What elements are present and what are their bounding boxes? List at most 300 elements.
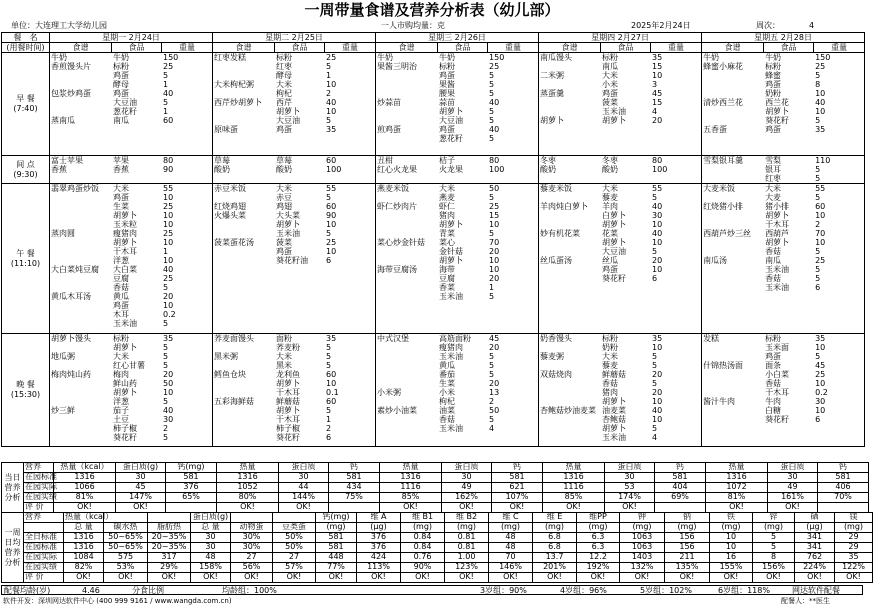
weight-cell: 25 [163, 274, 174, 283]
weekly-value: OK! [148, 573, 191, 583]
meal-item-row [702, 406, 865, 415]
meal-item-row [50, 415, 213, 424]
weekly-value: OK! [577, 573, 620, 583]
menu-sheet [1, 1, 863, 607]
meal-item-row [376, 184, 539, 193]
dish-cell [376, 283, 438, 292]
ingredient-cell: 杏鲍菇 [602, 415, 627, 424]
meal-items [539, 53, 702, 125]
weekly-value: 总 量 [191, 523, 231, 533]
dish-cell: 翡翠鸡蛋炒饭 [51, 184, 99, 193]
weekly-value: 1084 [64, 553, 104, 563]
column-header-ingredient: 食品 [601, 43, 651, 53]
dish-cell [50, 379, 112, 388]
meal-day-cell [376, 334, 539, 447]
daily-value [818, 503, 869, 513]
weight-cell: 20 [163, 292, 174, 301]
dish-cell [376, 415, 438, 424]
weight-cell: 1 [163, 80, 169, 89]
meal-item-row [539, 229, 702, 238]
meal-item-row [702, 71, 865, 80]
ingredient-cell: 胡萝卜 [765, 107, 790, 116]
daily-row-label: 在园标准 [25, 472, 57, 482]
meal-item-row [213, 238, 376, 247]
ingredient-cell: 花菜 [602, 229, 619, 238]
meal-item-row [213, 397, 376, 406]
meal-label [2, 334, 50, 447]
weekly-value: 1403 [620, 553, 665, 563]
weight-cell: 0.2 [815, 388, 828, 397]
meal-items [376, 184, 539, 301]
weekly-value: 48 [489, 533, 533, 543]
meal-item-row [376, 62, 539, 71]
weight-cell: 20 [652, 116, 663, 125]
weight-cell: 5 [489, 80, 495, 89]
meal-items [213, 53, 376, 134]
ingredient-cell: 大米 [439, 184, 456, 193]
daily-value: 621 [492, 483, 543, 493]
ingredient-cell: 菠菜 [602, 98, 619, 107]
dish-cell: 牛奶 [703, 53, 720, 62]
meal-item-row [213, 229, 376, 238]
weekly-value: 维 A [357, 513, 401, 523]
meal-item-row [50, 379, 213, 388]
weight-cell: 5 [326, 62, 332, 71]
dish-cell [213, 415, 275, 424]
dish-cell: 南瓜馒头 [540, 53, 573, 62]
dish-cell: 南瓜汤 [703, 256, 728, 265]
weight-cell: 90 [163, 165, 174, 174]
meal-day-cell [213, 53, 376, 156]
meal-item-row [539, 98, 702, 107]
meal-item-row [702, 89, 865, 98]
weight-cell: 25 [815, 62, 826, 71]
ingredient-cell: 胡萝卜 [765, 211, 790, 220]
meal-label [2, 156, 50, 184]
meal-item-row [539, 156, 702, 165]
daily-value: 钙 [329, 463, 380, 473]
ingredient-cell: 西葫芦 [765, 229, 790, 238]
weekly-value: (mg) [835, 523, 873, 533]
daily-value: 49 [768, 483, 818, 493]
column-header-ingredient: 食品 [275, 43, 325, 53]
weight-cell: 40 [489, 98, 500, 107]
dish-cell: 牛奶 [51, 53, 67, 62]
weekly-value: 10 [710, 533, 753, 543]
meal-item-row [376, 388, 539, 397]
daily-value: 581 [818, 473, 869, 483]
meal-item-row [376, 220, 539, 229]
weight-cell: 10 [326, 379, 337, 388]
weight-cell: 8 [815, 80, 821, 89]
weight-cell: 5 [489, 415, 495, 424]
meal-time: (11:10) [10, 258, 41, 268]
meal-item-row [213, 220, 376, 229]
column-header-dish: 食谱 [702, 43, 764, 53]
meal-item-row [539, 265, 702, 274]
date-label: 2025年2月24日 [631, 21, 691, 30]
weight-cell: 150 [815, 53, 831, 62]
ingredient-cell: 鲜蘑菇 [602, 370, 627, 379]
dish-cell [702, 220, 764, 229]
weekly-value: 581 [316, 533, 357, 543]
ingredient-cell: 香蕉 [113, 165, 129, 174]
meal-item-row [702, 256, 865, 265]
dish-cell: 素炒小油菜 [377, 406, 418, 415]
dish-cell [702, 274, 764, 283]
meal-day-cell [539, 156, 702, 184]
weight-cell: 5 [815, 352, 821, 361]
dish-cell [539, 424, 601, 433]
ingredient-cell: 标粉 [765, 62, 782, 71]
ingredient-cell: 蜂蜜 [765, 71, 782, 80]
dish-cell: 奶香馒头 [540, 334, 573, 343]
weekly-value: 50% [273, 533, 316, 543]
ingredient-cell: 面粉 [276, 334, 293, 343]
weekly-value: OK! [401, 573, 445, 583]
daily-value: 147% [116, 493, 166, 503]
weight-cell: 10 [652, 415, 663, 424]
ingredient-cell: 葵花籽 [602, 274, 627, 283]
weight-cell: 6 [815, 415, 821, 424]
weekly-value [273, 513, 316, 523]
ingredient-cell: 葵花籽 [276, 433, 301, 442]
weight-cell: 1 [326, 415, 332, 424]
ingredient-cell: 红枣 [276, 62, 293, 71]
meal-item-row [213, 343, 376, 352]
column-header-weight: 重量 [488, 43, 539, 53]
weight-cell: 5 [815, 265, 821, 274]
age-label: 配餐均龄(岁) [4, 586, 51, 595]
weekly-value: 1063 [620, 533, 665, 543]
meal-item-row [702, 352, 865, 361]
weekly-value: 热量（kcal） [65, 512, 114, 522]
menu-table [1, 32, 865, 447]
daily-value [166, 503, 217, 513]
daily-value: 107% [492, 493, 543, 503]
ingredient-cell: 大米 [276, 184, 293, 193]
meal-day-cell [702, 156, 865, 184]
ingredient-cell: 牛肉 [765, 397, 782, 406]
meal-item-row [213, 53, 376, 62]
weekly-value: 6.8 [533, 543, 577, 553]
dish-cell [213, 379, 275, 388]
ingredient-cell: 胡萝卜 [439, 256, 464, 265]
weight-cell: 10 [815, 379, 826, 388]
ingredient-cell: 大米 [602, 71, 619, 80]
meal-time: (7:40) [13, 104, 38, 113]
weight-cell: 25 [489, 62, 500, 71]
column-header-dish: 食谱 [50, 43, 112, 53]
weekly-value: 13.7 [533, 553, 577, 563]
dish-cell [539, 80, 601, 89]
dish-cell: 酱汁牛肉 [703, 397, 736, 406]
weekly-value: (mg) [620, 523, 665, 533]
ingredient-cell: 冬枣 [602, 156, 619, 165]
meal-item-row [213, 370, 376, 379]
weekly-value: 90% [401, 563, 445, 573]
meal-items [50, 184, 213, 328]
meal-item-row [50, 301, 213, 310]
daily-row-label: 在园实际 [25, 482, 57, 492]
meal-time: (9:30) [13, 169, 38, 179]
day-header: 星期五 2月28日 [702, 33, 865, 43]
dish-cell [702, 343, 764, 352]
dish-cell: 藜麦米饭 [540, 184, 573, 193]
weekly-value: 0.84 [401, 543, 445, 553]
meal-item-row [539, 211, 702, 220]
day-header: 星期三 2月26日 [376, 33, 539, 43]
weight-cell: 2 [489, 397, 495, 406]
weekly-value [148, 513, 191, 523]
weekly-value: 317 [148, 553, 191, 563]
ingredient-cell: 玉米油 [602, 107, 627, 116]
dish-cell: 果酱三明治 [377, 62, 418, 71]
meal-item-row [50, 238, 213, 247]
daily-value: OK! [605, 503, 655, 513]
daily-value: 144% [279, 493, 329, 503]
weight-cell: 5 [815, 247, 821, 256]
dish-cell [213, 343, 275, 352]
meal-item-row [702, 343, 865, 352]
ingredient-cell: 大豆油 [113, 98, 137, 107]
weight-cell: 150 [489, 53, 505, 62]
weekly-value: 30 [191, 533, 231, 543]
weekly-value: OK! [489, 573, 533, 583]
meal-item-row [702, 229, 865, 238]
meal-item-row [213, 256, 376, 265]
dish-cell: 什锦热汤面 [703, 361, 744, 370]
weekly-value: 29 [835, 533, 873, 543]
ingredient-cell: 胡萝卜 [113, 388, 137, 397]
meal-item-row [539, 424, 702, 433]
weight-cell: 1 [489, 283, 495, 292]
weekly-row-label: 在园实绩 [24, 563, 64, 573]
dish-cell: 燕麦米饭 [377, 184, 410, 193]
meal-item-row [376, 370, 539, 379]
meal-items [702, 334, 865, 424]
ingredient-cell: 鸡蛋 [439, 71, 456, 80]
weekly-value: (mg) [533, 523, 577, 533]
meal-day-cell [213, 184, 376, 334]
meal-item-row [539, 379, 702, 388]
weekly-value: 维 E [533, 513, 577, 523]
meal-item-row [702, 370, 865, 379]
weekly-value: OK! [753, 573, 795, 583]
weekly-value: 1316 [64, 543, 104, 553]
weight-cell: 5 [489, 134, 495, 143]
ingredient-cell: 鲜山药 [113, 379, 137, 388]
meal-day-cell [702, 184, 865, 334]
weight-cell: 4 [489, 424, 495, 433]
weekly-value: OK! [273, 573, 316, 583]
meal-item-row [376, 379, 539, 388]
dish-cell [376, 107, 438, 116]
ingredient-cell: 玉米油 [276, 229, 301, 238]
weight-cell: 5 [326, 229, 332, 238]
weekly-value: 376 [357, 533, 401, 543]
ingredient-cell: 茄子 [113, 406, 129, 415]
meal-item-row [213, 125, 376, 134]
dish-cell [376, 352, 438, 361]
weight-cell: 6 [326, 433, 332, 442]
daily-value: 钙 [655, 463, 706, 473]
weight-cell: 6 [815, 283, 821, 292]
daily-value: 热量 [380, 463, 442, 473]
dish-cell [213, 116, 275, 125]
weight-cell: 10 [163, 388, 174, 397]
dish-cell: 地瓜粥 [51, 352, 75, 361]
ingredient-cell: 大麦 [765, 193, 782, 202]
weekly-value: OK! [104, 573, 148, 583]
ingredient-cell: 大米 [602, 184, 619, 193]
ingredient-cell: 木耳 [113, 310, 129, 319]
daily-value: 钙(mg) [166, 463, 217, 473]
weekly-side-label: 一周日均营养分析 [2, 513, 24, 583]
meal-item-row [702, 174, 865, 183]
ingredient-cell: 龙利鱼 [276, 370, 301, 379]
daily-value: 钙 [492, 463, 543, 473]
meal-item-row [50, 352, 213, 361]
meal-day-cell [539, 184, 702, 334]
weight-cell: 5 [163, 352, 169, 361]
ingredient-cell: 枸杞 [276, 89, 293, 98]
weight-cell: 5 [652, 247, 658, 256]
meal-items [376, 156, 539, 174]
meal-items [539, 334, 702, 442]
ingredient-cell: 大米 [602, 352, 619, 361]
dish-cell: 炒蒜苗 [377, 98, 402, 107]
weekly-value: OK! [710, 573, 753, 583]
meal-item-row [539, 343, 702, 352]
ingredient-cell: 南瓜 [602, 62, 619, 71]
meal-item-row [50, 193, 213, 202]
dish-cell: 胡萝卜馒头 [51, 334, 91, 343]
ingredient-cell: 赤豆 [276, 193, 293, 202]
dish-cell [539, 361, 601, 370]
meal-items [539, 184, 702, 283]
ingredient-cell: 牛奶 [113, 53, 129, 62]
ingredient-cell: 酸奶 [602, 165, 619, 174]
weight-cell: 5 [163, 361, 169, 370]
dish-cell [50, 343, 112, 352]
ingredient-cell: 香菜 [439, 283, 456, 292]
ingredient-cell: 胡萝卜 [602, 397, 627, 406]
ingredient-cell: 干木耳 [276, 388, 301, 397]
dish-cell [702, 174, 764, 183]
dish-cell: 杏鲍菇炒油麦菜 [540, 406, 597, 415]
dish-cell: 黄瓜木耳汤 [51, 292, 91, 301]
dish-cell [376, 116, 438, 125]
weekly-value: OK! [665, 573, 710, 583]
meal-item-row [376, 406, 539, 415]
meal-item-row [213, 352, 376, 361]
daily-value: 45 [116, 483, 166, 493]
ingredient-cell: 香菇 [765, 379, 782, 388]
dish-cell [50, 238, 112, 247]
weekly-value: 5 [753, 543, 795, 553]
footer-bar [1, 585, 863, 595]
meal-item-row [702, 247, 865, 256]
daily-value: 蛋白质 [605, 463, 655, 473]
ingredient-cell: 玉米粒 [113, 220, 137, 229]
dish-cell: 蒸肉圆 [51, 229, 75, 238]
meal-items [50, 334, 213, 442]
ingredient-cell: 荞麦粉 [276, 343, 301, 352]
page-title: 一周带量食谱及营养分析表（幼儿部） [304, 1, 560, 19]
dish-cell [702, 265, 764, 274]
ingredient-cell: 鸡蛋 [765, 80, 782, 89]
weight-cell: 5 [489, 370, 495, 379]
weekly-value: 82% [64, 563, 104, 573]
ingredient-cell: 标粉 [439, 62, 456, 71]
daily-value: 钙 [818, 463, 869, 473]
meal-items [213, 184, 376, 265]
meal-item-row [376, 397, 539, 406]
group-5: 5岁组：102% [640, 586, 692, 595]
ingredient-cell: 鸡蛋 [602, 89, 619, 98]
meal-name: 早 餐 [16, 94, 35, 103]
dish-cell: 海带豆腐汤 [377, 265, 418, 274]
dish-cell: 小米粥 [377, 388, 402, 397]
daily-row-label: 在园实绩 [25, 492, 57, 502]
weight-cell: 45 [489, 334, 500, 343]
daily-value: 30 [768, 473, 818, 483]
group-4: 4岁组：96% [560, 586, 607, 595]
ingredient-cell: 胡萝卜 [276, 220, 301, 229]
weight-cell: 5 [652, 424, 658, 433]
dish-cell: 大米枸杞粥 [214, 80, 255, 89]
weekly-value: OK! [835, 573, 873, 583]
meal-item-row [213, 89, 376, 98]
meal-item-row [702, 53, 865, 62]
ingredient-cell: 果酱 [439, 80, 456, 89]
weight-cell: 80 [652, 156, 663, 165]
meal-item-row [539, 202, 702, 211]
dish-cell [702, 370, 764, 379]
weekly-row-label: 在园标准 [24, 543, 64, 553]
weight-cell: 10 [815, 343, 826, 352]
weight-cell: 60 [163, 116, 174, 125]
weight-cell: 2 [326, 424, 332, 433]
daily-value: 30 [605, 473, 655, 483]
dish-cell [702, 415, 764, 424]
weight-cell: 10 [326, 107, 337, 116]
ingredient-cell: 藜麦 [602, 193, 619, 202]
dish-cell [702, 379, 764, 388]
dish-cell [376, 397, 438, 406]
dish-cell [376, 71, 438, 80]
weekly-value: (mg) [316, 523, 357, 533]
weekly-value: OK! [191, 573, 231, 583]
weekly-value: (mg) [445, 523, 489, 533]
ingredient-cell: 标粉 [276, 53, 293, 62]
dish-cell: 煎鸡蛋 [377, 125, 402, 134]
weight-cell: 40 [652, 406, 663, 415]
ingredient-cell: 酵母 [113, 80, 129, 89]
meal-day-cell [50, 156, 213, 184]
ingredient-cell: 香菇 [602, 379, 619, 388]
weight-cell: 35 [652, 53, 663, 62]
dish-cell: 蒸蛋羹 [540, 89, 565, 98]
dish-cell: 妙有机花菜 [540, 229, 581, 238]
meal-item-row [50, 116, 213, 125]
daily-value: OK! [217, 503, 279, 513]
meal-item-row [539, 71, 702, 80]
ingredient-cell: 大米 [113, 184, 129, 193]
meal-item-row [50, 283, 213, 292]
meal-item-row [702, 388, 865, 397]
